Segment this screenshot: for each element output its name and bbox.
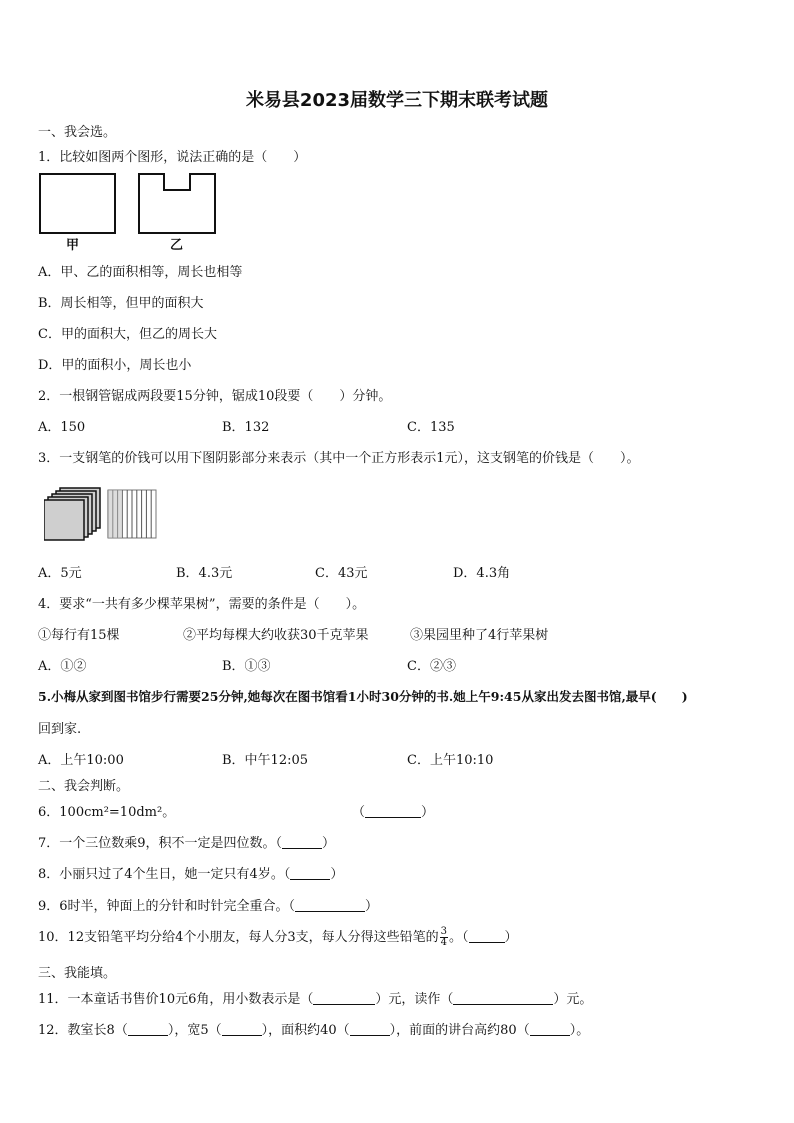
q7-line: 7．一个三位数乘9，积不一定是四位数。（ ）: [38, 836, 336, 851]
q10-line: 10．12支铅笔平均分给4个小朋友，每人分3支，每人分得这些铅笔的 $\frac{3}{4}$ 。（ ）: [38, 926, 518, 948]
q10-blank[interactable]: [469, 929, 505, 943]
q7-blank[interactable]: [282, 835, 322, 849]
q1-option-d: D．甲的面积小，周长也小: [38, 358, 192, 373]
q6-text: 6．100cm²=10dm²。: [38, 805, 176, 820]
section-3-heading: 三、我能填。: [38, 966, 117, 981]
q11-line: 11．一本童话书售价10元6角，用小数表示是（ ）元，读作（ ）元。: [38, 992, 593, 1007]
q1-option-b: B．周长相等，但甲的面积大: [38, 296, 204, 311]
q3-option-b: B．4.3元: [176, 566, 233, 581]
q11-blank-reading[interactable]: [453, 991, 553, 1005]
section-2-heading: 二、我会判断。: [38, 779, 130, 794]
q1-stem: 1．比较如图两个图形，说法正确的是（ ）: [38, 150, 307, 165]
q3-option-a: A．5元: [38, 566, 82, 581]
q12-blank-width-unit[interactable]: [222, 1022, 262, 1036]
q12-blank-area-unit[interactable]: [350, 1022, 390, 1036]
shape-jia: [40, 174, 115, 233]
q5-option-a: A．上午10:00: [38, 753, 124, 768]
q9-blank[interactable]: [295, 898, 365, 912]
q1-figures: [38, 172, 223, 236]
shape-yi: [139, 174, 215, 233]
q4-option-c: C．②③: [407, 659, 456, 674]
q4-option-a: A．①②: [38, 659, 87, 674]
q1-option-a: A．甲、乙的面积相等，周长也相等: [38, 265, 243, 280]
q5-stem-line1: 5.小梅从家到图书馆步行需要25分钟,她每次在图书馆看1小时30分钟的书.她上午9:45从家出发去图书馆,最早( ): [38, 689, 688, 704]
q3-option-c: C．43元: [315, 566, 368, 581]
q12-blank-height-unit[interactable]: [530, 1022, 570, 1036]
q1-option-c: C．甲的面积大，但乙的周长大: [38, 327, 217, 342]
label-jia: 甲: [66, 238, 80, 253]
q4-condition-3: ③果园里种了4行苹果树: [410, 628, 549, 643]
q8-blank[interactable]: [290, 866, 330, 880]
q4-stem: 4．要求“一共有多少棵苹果树”，需要的条件是（ ）。: [38, 597, 366, 612]
q4-option-b: B．①③: [222, 659, 271, 674]
q5-option-b: B．中午12:05: [222, 753, 309, 768]
label-yi: 乙: [170, 238, 184, 253]
q3-stem: 3．一支钢笔的价钱可以用下图阴影部分来表示（其中一个正方形表示1元），这支钢笔的价钱是（ ）。: [38, 451, 640, 466]
q6-answer: （ ）: [352, 805, 435, 820]
q12-blank-length-unit[interactable]: [128, 1022, 168, 1036]
q8-line: 8．小丽只过了4个生日，她一定只有4岁。（ ）: [38, 867, 344, 882]
q2-option-c: C．135: [407, 420, 455, 435]
q3-money-figure: [44, 486, 164, 546]
q12-line: 12．教室长8（ ），宽5（ ），面积约40（ ），前面的讲台高约80（ ）。: [38, 1023, 590, 1038]
q3-option-d: D．4.3角: [453, 566, 511, 581]
q4-condition-2: ②平均每棵大约收获30千克苹果: [183, 628, 369, 643]
q11-blank-decimal[interactable]: [313, 991, 375, 1005]
q9-line: 9．6时半，钟面上的分针和时针完全重合。（ ）: [38, 899, 379, 914]
page-title: 米易县2023届数学三下期末联考试题: [245, 90, 549, 111]
q2-option-a: A．150: [38, 420, 86, 435]
q10-fraction: $\frac{3}{4}$: [440, 926, 448, 948]
q5-option-c: C．上午10:10: [407, 753, 494, 768]
q2-option-b: B．132: [222, 420, 270, 435]
q6-blank[interactable]: [365, 804, 421, 818]
q5-stem-line2: 回到家.: [38, 722, 82, 737]
q4-condition-1: ①每行有15棵: [38, 628, 120, 643]
section-1-heading: 一、我会选。: [38, 125, 117, 140]
q2-stem: 2．一根钢管锯成两段要15分钟，锯成10段要（ ）分钟。: [38, 389, 392, 404]
